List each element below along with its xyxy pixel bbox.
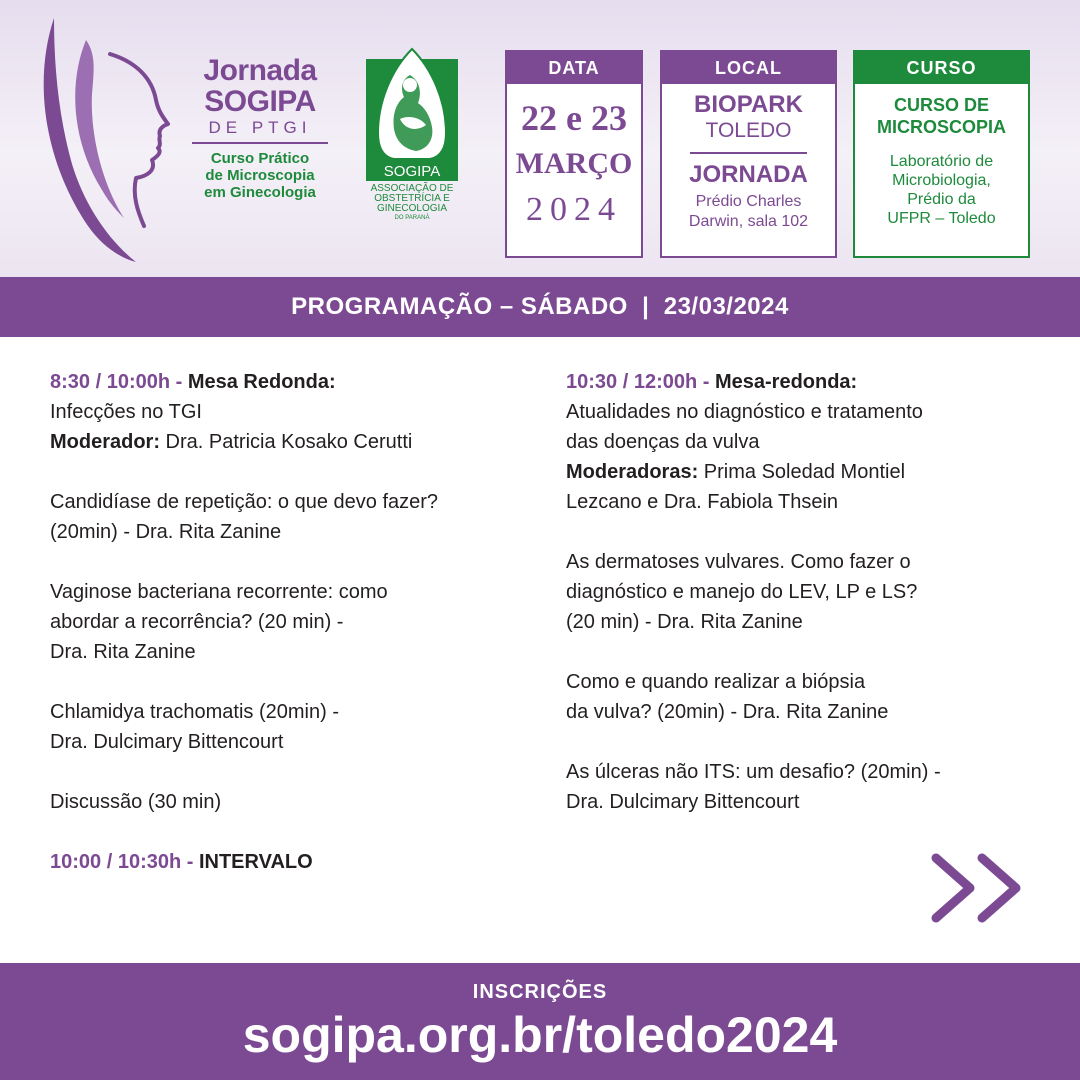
sogipa-caption-4: DO PARANÁ bbox=[394, 215, 430, 220]
session-type: INTERVALO bbox=[198, 851, 313, 873]
sogipa-caption-3: GINECOLOGIA bbox=[376, 203, 448, 214]
talk-line: As dermatoses vulvares. Como fazer o bbox=[566, 551, 911, 573]
double-chevron-right-icon[interactable] bbox=[930, 852, 1030, 924]
event-year: 2024 bbox=[526, 191, 622, 228]
moderator-label: Moderador: bbox=[50, 431, 160, 453]
brand-title-sogipa: SOGIPA bbox=[204, 85, 316, 118]
talk-line: (20min) - Dra. Rita Zanine bbox=[50, 521, 282, 543]
brand-title-jornada: Jornada bbox=[203, 54, 317, 87]
brand-subtitle-2: de Microscopia bbox=[205, 167, 315, 184]
talk-line: As úlceras não ITS: um desafio? (20min) - bbox=[566, 761, 941, 783]
program-column-left bbox=[50, 367, 540, 877]
brand-title-ptgi: DE PTGI bbox=[208, 118, 312, 137]
event-brand bbox=[190, 56, 330, 201]
sogipa-logo-name: SOGIPA bbox=[383, 163, 441, 180]
moderator-name: Lezcano e Dra. Fabiola Thsein bbox=[566, 491, 839, 513]
session-time: 10:00 / 10:30h - bbox=[50, 851, 199, 873]
moderator-label: Moderadoras: bbox=[566, 461, 699, 483]
course-place-1: Laboratório de bbox=[889, 153, 994, 170]
moderator-name: Dra. Patricia Kosako Cerutti bbox=[160, 431, 413, 453]
location-jornada-label: JORNADA bbox=[689, 161, 808, 188]
course-place-4: UFPR – Toledo bbox=[887, 210, 996, 227]
talk-line: da vulva? (20min) - Dra. Rita Zanine bbox=[566, 701, 889, 723]
location-place-1: Prédio Charles bbox=[695, 193, 802, 210]
brand-subtitle-3: em Ginecologia bbox=[204, 184, 316, 201]
talk-line: Como e quando realizar a biópsia bbox=[566, 671, 866, 693]
location-box-header: LOCAL bbox=[662, 52, 835, 84]
event-days: 22 e 23 bbox=[521, 98, 627, 138]
registration-label: INSCRIÇÕES bbox=[472, 981, 608, 1003]
date-box-header: DATA bbox=[507, 52, 641, 84]
talk-line: diagnóstico e manejo do LEV, LP e LS? bbox=[566, 581, 918, 603]
talk-line: Candidíase de repetição: o que devo fazer? bbox=[50, 491, 439, 513]
sogipa-logo bbox=[362, 45, 462, 220]
course-place-2: Microbiologia, bbox=[892, 172, 991, 189]
talk-line: Dra. Dulcimary Bittencourt bbox=[566, 791, 800, 813]
talk-line: abordar a recorrência? (20 min) - bbox=[50, 611, 344, 633]
course-place-3: Prédio da bbox=[907, 191, 976, 208]
talk-line: Vaginose bacteriana recorrente: como bbox=[50, 581, 388, 603]
session-time: 8:30 / 10:00h - bbox=[50, 371, 188, 393]
footer bbox=[0, 963, 1080, 1080]
brand-divider bbox=[192, 142, 328, 144]
location-venue: BIOPARK bbox=[694, 91, 803, 118]
talk-line: (20 min) - Dra. Rita Zanine bbox=[566, 611, 803, 633]
location-place-2: Darwin, sala 102 bbox=[688, 213, 809, 230]
course-box-header: CURSO bbox=[855, 52, 1028, 84]
session-topic: das doenças da vulva bbox=[566, 431, 760, 453]
header bbox=[0, 0, 1080, 277]
program-title: PROGRAMAÇÃO – SÁBADO | 23/03/2024 bbox=[0, 277, 1080, 337]
brand-subtitle-1: Curso Prático bbox=[210, 150, 310, 167]
session-topic: Atualidades no diagnóstico e tratamento bbox=[566, 401, 923, 423]
session-type: Mesa Redonda: bbox=[187, 371, 336, 393]
woman-face-profile-icon bbox=[40, 14, 180, 264]
location-city: TOLEDO bbox=[705, 119, 792, 142]
sogipa-caption-2: OBSTETRÍCIA E bbox=[374, 193, 450, 204]
discussion-line: Discussão (30 min) bbox=[50, 791, 222, 813]
talk-line: Dra. Dulcimary Bittencourt bbox=[50, 731, 284, 753]
course-box bbox=[853, 50, 1030, 258]
sogipa-caption-1: ASSOCIAÇÃO DE bbox=[370, 183, 454, 194]
registration-url[interactable]: sogipa.org.br/toledo2024 bbox=[242, 1007, 838, 1063]
session-topic: Infecções no TGI bbox=[50, 401, 202, 423]
moderator-name: Prima Soledad Montiel bbox=[698, 461, 906, 483]
event-month: MARÇO bbox=[515, 147, 633, 180]
location-box bbox=[660, 50, 837, 258]
course-title-1: CURSO DE bbox=[893, 95, 989, 115]
course-title-2: MICROSCOPIA bbox=[876, 117, 1006, 137]
location-divider bbox=[690, 152, 807, 154]
date-box bbox=[505, 50, 643, 258]
talk-line: Chlamidya trachomatis (20min) - bbox=[50, 701, 339, 723]
talk-line: Dra. Rita Zanine bbox=[50, 641, 196, 663]
session-type: Mesa-redonda: bbox=[714, 371, 858, 393]
session-time: 10:30 / 12:00h - bbox=[566, 371, 715, 393]
program-column-right bbox=[566, 367, 1046, 817]
